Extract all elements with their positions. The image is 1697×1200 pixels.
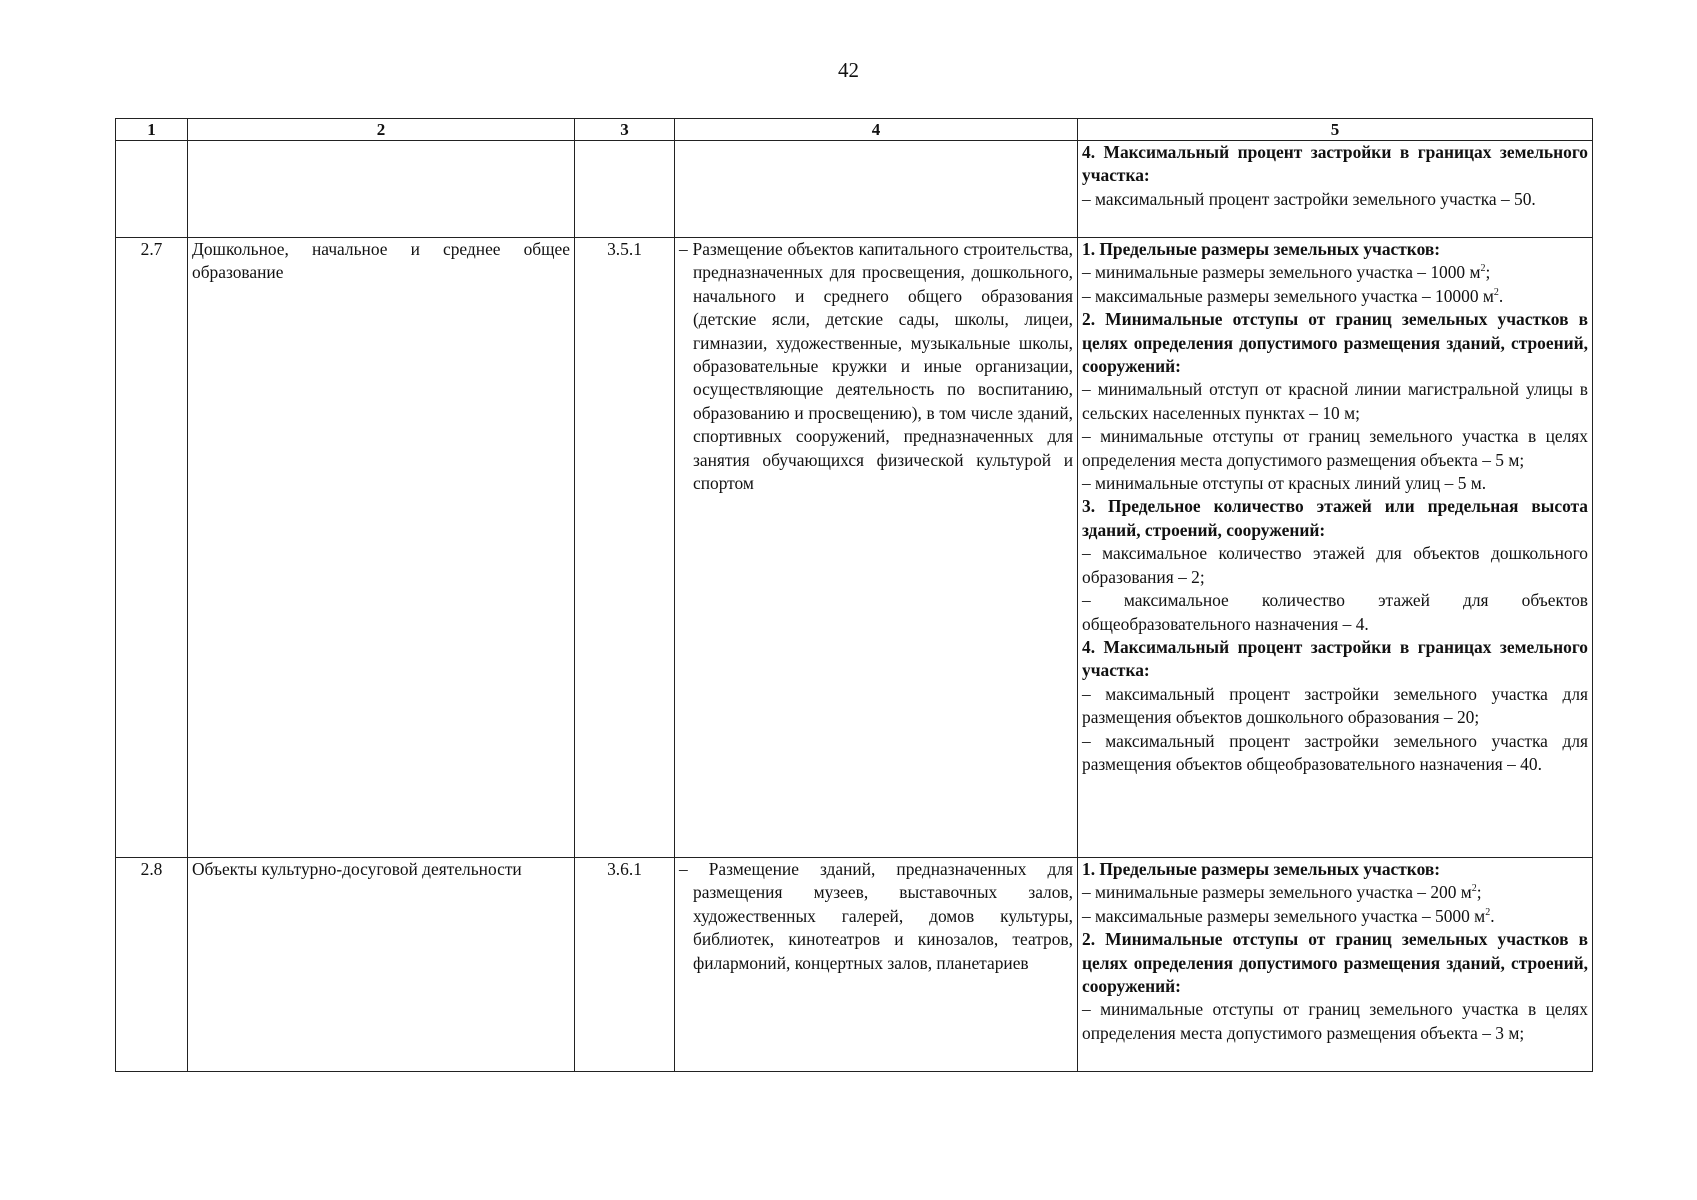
parameter-heading: 1. Предельные размеры земельных участков: <box>1082 239 1441 259</box>
parameters-cell <box>1078 238 1593 858</box>
description-text: – Размещение объектов капитального строительства, предназначенных для просвещения, дошкольного, начального и среднего общего образования (детские ясли, детские сады, школы, лицеи, гимназии, художественные, музыкальные школы, образовательные кружки и иные организации, осуществляющие деятельность по воспитанию, образованию и просвещению), в том числе зданий, спортивных сооружений, предназначенных для занятия обучающихся физической культурой и спортом <box>679 239 1073 494</box>
table-row <box>116 238 1593 858</box>
parameter-text: – минимальные размеры земельного участка – 1000 м <box>1082 262 1481 283</box>
parameter-item: – максимальное количество этажей для объектов общеобразовательного назначения – 4. <box>1082 590 1588 634</box>
parameter-tail: . <box>1498 285 1504 306</box>
column-number-row <box>116 119 1593 141</box>
parameter-text: – максимальные размеры земельного участка – 10000 м <box>1082 285 1494 306</box>
row-number: 2.7 <box>116 238 188 858</box>
parameter-heading: 2. Минимальные отступы от границ земельных участков в целях определения допустимого размещения зданий, строений, сооружений: <box>1082 929 1588 997</box>
parameter-tail: . <box>1490 905 1495 926</box>
parameter-tail: ; <box>1476 882 1482 903</box>
parameter-heading: 3. Предельное количество этажей или предельная высота зданий, строений, сооружений: <box>1082 496 1588 540</box>
parameter-heading: 2. Минимальные отступы от границ земельных участков в целях определения допустимого размещения зданий, строений, сооружений: <box>1082 309 1588 377</box>
parameter-heading: 4. Максимальный процент застройки в границах земельного участка: <box>1082 636 1588 681</box>
table-row <box>116 858 1593 1072</box>
land-use-description <box>675 141 1078 238</box>
land-use-code: 3.6.1 <box>575 858 675 1072</box>
unit-superscript: 2 <box>1493 287 1499 299</box>
parameter-item: – максимальный процент застройки земельного участка для размещения объектов общеобразовательного назначения – 40. <box>1082 730 1588 774</box>
land-use-name <box>188 141 575 238</box>
parameter-item: – минимальные отступы от границ земельного участка в целях определения места допустимого размещения объекта – 5 м; <box>1082 426 1588 470</box>
parameter-item <box>1082 881 1588 904</box>
table-row <box>116 141 1593 238</box>
unit-superscript: 2 <box>1485 907 1491 919</box>
parameter-text: – минимальные размеры земельного участка – 200 м <box>1082 882 1472 903</box>
parameter-heading: 1. Предельные размеры земельных участков: <box>1082 859 1441 879</box>
land-use-description <box>675 238 1078 858</box>
parameter-tail: ; <box>1485 262 1491 283</box>
parameters-cell <box>1078 858 1593 1072</box>
unit-superscript: 2 <box>1480 263 1486 275</box>
column-number-2: 2 <box>188 119 575 141</box>
parameter-item: – минимальные отступы от границ земельного участка в целях определения места допустимого размещения объекта – 3 м; <box>1082 999 1588 1043</box>
parameter-text: – максимальные размеры земельного участка – 5000 м <box>1082 905 1486 926</box>
column-number-4: 4 <box>675 119 1078 141</box>
land-use-name: Объекты культурно-досуговой деятельности <box>188 858 575 1072</box>
column-number-5: 5 <box>1078 119 1593 141</box>
land-use-code: 3.5.1 <box>575 238 675 858</box>
parameter-item: – минимальный отступ от красной линии магистральной улицы в сельских населенных пунктах – 10 м; <box>1082 379 1588 423</box>
land-use-name: Дошкольное, начальное и среднее общее образование <box>188 238 575 858</box>
parameter-item <box>1082 285 1588 308</box>
parameter-item: – максимальное количество этажей для объектов дошкольного образования – 2; <box>1082 543 1588 587</box>
parameter-item: – максимальный процент застройки земельного участка для размещения объектов дошкольного образования – 20; <box>1082 683 1588 728</box>
page-number: 42 <box>838 58 859 82</box>
unit-superscript: 2 <box>1471 883 1477 895</box>
land-use-description <box>675 858 1078 1072</box>
column-number-1: 1 <box>116 119 188 141</box>
parameter-item <box>1082 905 1588 928</box>
description-text: – Размещение зданий, предназначенных для размещения музеев, выставочных залов, художественных галерей, домов культуры, библиотек, кинотеатров и кинозалов, театров, филармоний, концертных залов, планетариев <box>679 859 1073 973</box>
parameter-item: – минимальные отступы от красных линий улиц – 5 м. <box>1082 473 1487 494</box>
row-number <box>116 141 188 238</box>
row-number: 2.8 <box>116 858 188 1072</box>
column-number-3: 3 <box>575 119 675 141</box>
parameter-item <box>1082 261 1588 284</box>
land-use-regulations-table <box>115 118 1593 1072</box>
land-use-code <box>575 141 675 238</box>
parameter-item: – максимальный процент застройки земельного участка – 50. <box>1082 188 1536 209</box>
parameters-cell <box>1078 141 1593 238</box>
parameter-heading: 4. Максимальный процент застройки в границах земельного участка: <box>1082 142 1588 186</box>
